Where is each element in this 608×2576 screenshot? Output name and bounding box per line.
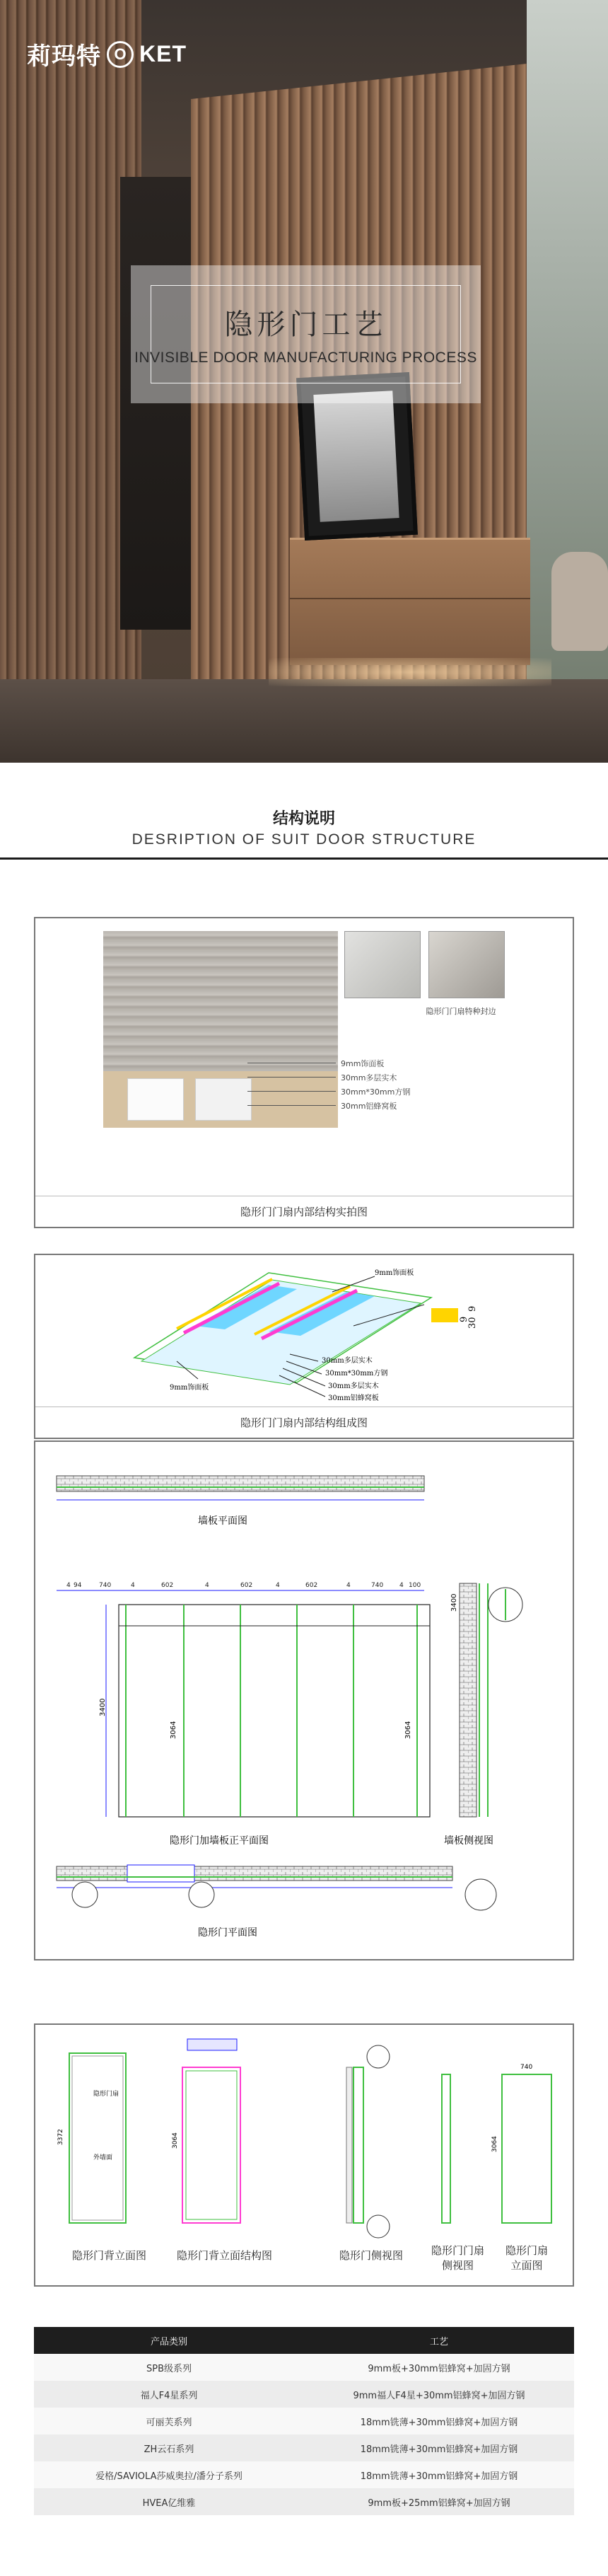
side-dimension: 9 (467, 1305, 478, 1312)
table-cell: 18mm铣薄+30mm铝蜂窝+加固方钢 (304, 2408, 574, 2435)
height-dim: 3400 (99, 1698, 107, 1716)
leaf-height-dim: 3064 (491, 2136, 498, 2152)
panel-seams (126, 1605, 417, 1817)
panel2-caption: 隐形门门扇内部结构组成图 (240, 1416, 368, 1429)
wall-plan-caption: 墙板平面图 (198, 1515, 247, 1527)
detail-callout (367, 2215, 390, 2238)
door-back-elevation (69, 2053, 126, 2223)
table-cell: 18mm铣薄+30mm铝蜂窝+加固方钢 (304, 2435, 574, 2461)
brand-name-en: KET (139, 41, 187, 67)
dim-label: 94 (74, 1582, 82, 1589)
door-plan-wall (57, 1866, 452, 1881)
dim-label: 602 (161, 1582, 174, 1589)
door-detail-panel (34, 2023, 574, 2287)
diagram-label-left: 9mm饰面板 (170, 1384, 209, 1392)
diagram-label: 30mm多层实木 (328, 1382, 379, 1390)
inner-dim: 3064 (172, 2132, 179, 2149)
brand-name-cn: 莉玛特 (27, 42, 101, 71)
leaf-width-dim: 740 (520, 2064, 533, 2071)
legend-leader (247, 1091, 336, 1092)
door-caption: 隐形门背立面结构图 (177, 2249, 273, 2262)
dim-label: 100 (409, 1582, 421, 1589)
structure-photo-panel (34, 917, 574, 1228)
detail-callout (367, 2045, 390, 2068)
edge-detail (431, 1308, 458, 1322)
door-caption: 隐形门侧视图 (339, 2249, 404, 2262)
section-divider (0, 857, 608, 860)
diagram-label: 30mm多层实木 (322, 1357, 373, 1365)
dim-label: 740 (371, 1582, 384, 1589)
dim-label: 4 (66, 1582, 71, 1589)
elevation-outline (119, 1605, 430, 1817)
dim-label: 4 (205, 1582, 209, 1589)
walk-in-closet (120, 177, 198, 630)
table-row (34, 2461, 574, 2488)
table-cell: 9mm福人F4星+30mm铝蜂窝+加固方钢 (304, 2381, 574, 2408)
table-header: 工艺 (304, 2327, 574, 2354)
door-leaf-side (442, 2074, 450, 2223)
table-cell: ZH云石系列 (34, 2435, 304, 2461)
cad-drawings-panel (34, 1440, 574, 1960)
section-title-cn: 结构说明 (272, 810, 335, 828)
edge-sample-1 (344, 931, 421, 998)
inner-dim: 3064 (170, 1721, 177, 1739)
led-glow (269, 658, 551, 686)
panel-caption-bar (35, 1407, 573, 1438)
side-height-dim: 3400 (450, 1593, 458, 1612)
diagram-label: 30mm铝蜂窝板 (328, 1394, 379, 1402)
cad-drawings (35, 1442, 573, 1958)
honeycomb-insert (127, 1078, 184, 1121)
dim-label: 4 (346, 1582, 351, 1589)
table-header-row (34, 2327, 574, 2354)
legend-item: 30mm铝蜂窝板 (341, 1102, 397, 1111)
inner-dim: 3064 (404, 1721, 412, 1739)
legend-item: 30mm多层实木 (341, 1073, 397, 1082)
legend-item: 30mm*30mm方钢 (341, 1087, 411, 1097)
door-opening (127, 1865, 194, 1882)
floor (0, 679, 608, 763)
side-dimension: 30 (467, 1317, 478, 1329)
edge-sample-2 (428, 931, 505, 998)
wall-note: 外墙面 (93, 2154, 113, 2161)
section-title-en: DESRIPTION OF SUIT DOOR STRUCTURE (131, 831, 477, 848)
door-caption: 隐形门背立面图 (72, 2249, 147, 2262)
table-cell: SPB级系列 (34, 2354, 304, 2381)
steel-insert (195, 1078, 252, 1121)
door-panel-photo (103, 931, 338, 1087)
table-header: 产品类别 (34, 2327, 304, 2354)
table-row (34, 2435, 574, 2461)
detail-callout (465, 1879, 496, 1910)
diagram-label: 30mm*30mm方钢 (325, 1370, 388, 1377)
door-structure-inner (186, 2071, 237, 2219)
side-view-caption: 墙板侧视图 (444, 1835, 493, 1847)
process-table (34, 2327, 574, 2515)
height-dim: 3372 (57, 2129, 64, 2145)
exploded-diagram (35, 1255, 573, 1407)
side-dimension: 9 (459, 1316, 469, 1322)
table-cell: 9mm板+30mm铝蜂窝+加固方钢 (304, 2354, 574, 2381)
door-plan-caption: 隐形门平面图 (198, 1927, 257, 1939)
armchair (551, 552, 608, 651)
hero-title-box (131, 265, 481, 403)
dim-label: 4 (276, 1582, 280, 1589)
legend-leader (247, 1105, 336, 1106)
legend-leader (247, 1077, 336, 1078)
detail-callout (189, 1882, 214, 1907)
legend-item: 9mm饰面板 (341, 1059, 385, 1068)
edge-sample-caption: 隐形门门扇特种封边 (426, 1007, 496, 1016)
hero-banner (0, 0, 608, 763)
table-row (34, 2354, 574, 2381)
dim-label: 4 (399, 1582, 404, 1589)
floating-cabinet (290, 538, 530, 665)
wall-side (346, 2067, 352, 2223)
detail-callout (72, 1882, 98, 1907)
table-row (34, 2408, 574, 2435)
dim-label: 602 (240, 1582, 253, 1589)
brand-mark-icon: O (107, 41, 134, 68)
dim-label: 4 (131, 1582, 135, 1589)
door-caption: 隐形门扇 立面图 (505, 2244, 549, 2272)
structure-note-box (187, 2039, 237, 2050)
table-cell: 爱格/SAVIOLA莎威奥拉/潘分子系列 (34, 2461, 304, 2488)
door-caption: 隐形门门扇 侧视图 (431, 2244, 485, 2272)
door-side-view (353, 2067, 363, 2223)
diagram-label-top: 9mm饰面板 (375, 1269, 414, 1277)
picture-artwork (313, 391, 399, 522)
brand-logo[interactable] (27, 37, 187, 71)
structure-diagram-panel (34, 1254, 574, 1439)
dim-label: 740 (99, 1582, 112, 1589)
table-row (34, 2381, 574, 2408)
hero-title-cn: 隐形门工艺 (224, 308, 387, 341)
door-structure-frame (182, 2067, 240, 2223)
table-cell: 可丽芙系列 (34, 2408, 304, 2435)
panel-caption-bar (35, 1196, 573, 1227)
table-cell: 9mm板+25mm铝蜂窝+加固方钢 (304, 2488, 574, 2515)
table-cell: 福人F4星系列 (34, 2381, 304, 2408)
panel1-caption: 隐形门门扇内部结构实拍图 (240, 1206, 368, 1218)
table-cell: HVEA亿维雅 (34, 2488, 304, 2515)
section-header (0, 807, 608, 848)
door-detail-drawings (35, 2025, 573, 2251)
dim-label: 602 (305, 1582, 318, 1589)
table-cell: 18mm铣薄+30mm铝蜂窝+加固方钢 (304, 2461, 574, 2488)
door-note: 隐形门扇 (93, 2091, 119, 2098)
door-back-inner (72, 2056, 123, 2220)
cabinet-drawer-line (290, 598, 530, 599)
elevation-caption: 隐形门加墙板正平面图 (170, 1835, 269, 1847)
hero-title-en: INVISIBLE DOOR MANUFACTURING PROCESS (134, 350, 477, 366)
wall-plan-strip (57, 1476, 424, 1491)
wall-side-section (460, 1583, 477, 1817)
table-row (34, 2488, 574, 2515)
door-leaf-elevation (502, 2074, 551, 2223)
